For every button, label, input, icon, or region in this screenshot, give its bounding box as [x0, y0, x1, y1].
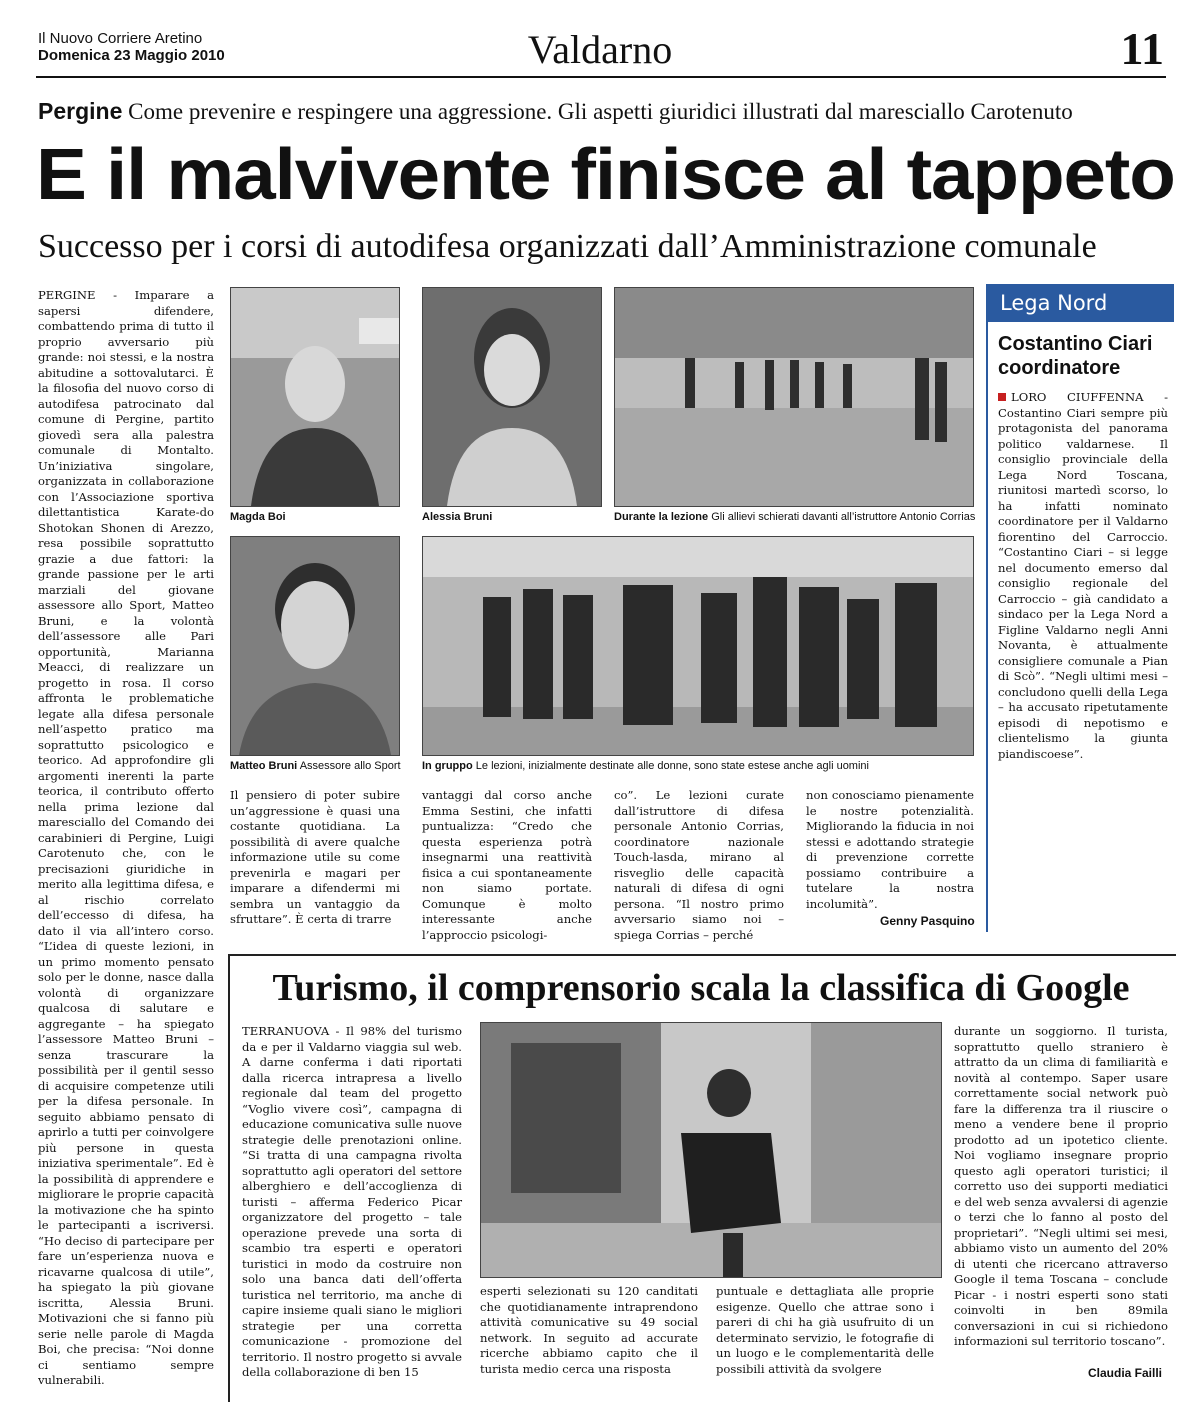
newspaper-name: Il Nuovo Corriere Aretino [38, 30, 203, 47]
caption-matteo-bruni [230, 760, 401, 773]
article-column-1: PERGINE - Imparare a sapersi difendere, combattendo prima di tutto il proprio avversario più grande: noi stessi, e la nostra abitudine a sottovalutarci. È la filosofia del nuovo corso di autodifesa patrocinato dal comune di Pergine, partito giovedì sera alla palestra comunale di Montalto. Un’iniziativa singolare, organizzata in collaborazione con l’Associazione sportiva dilettantistica Karate-do Shotokan Shonen di Arezzo, resa possibile soprattutto grazie a due fattori: la grande passione per le arti marziali del giovane assessore allo Sport, Matteo Bruni, e la volontà dell’assessore alle Pari opportunità, Marianna Meacci, di realizzare un progetto in rosa. Il corso affronta le problematiche legate alla difesa personale nell’aspetto pratico ma soprattutto psicologico e teorico. Ad approfondire gli argomenti inerenti la parte teorica, il contributo offerto nella prima lezione dal maresciallo del Comando dei carabinieri di Pergine, Luigi Carotenuto che, con le precisazioni giuridiche in merito alla legittima difesa, e al rischio correlato dell’eccesso di difesa, ha dato il via all’intero corso. “L’idea di queste lezioni, in un primo momento pensato solo per le donne, nasce dalla volontà di organizzare qualcosa di salutare e aggregante – ha spiegato l’assessore Matteo Bruni – senza trascurare la possibilità per il gentil sesso di acquisire competenze utili per la difesa personale. In seguito abbiamo pensato di aprirlo a tutti per coinvolgere più persone in questa iniziativa sperimentale”. Ed è la possibilità di apprendere e migliorare le proprie capacità la motivazione che ha spinto le partecipanti a iscriversi. “Ho deciso di partecipare per fare un’esperienza nuova e ricavarne qualcosa di utile”, ha spiegato la più giovane iscritta, Alessia Bruni. Motivazioni che si fanno più serie nelle parole di Magda Boi, che precisa: “Noi donne ci sentiamo sempre vulnerabili. [38, 288, 214, 1386]
photo-tourist [480, 1022, 942, 1278]
portrait-image [231, 288, 399, 506]
article2-column-2: esperti selezionati su 120 canditati che quotidianamente intraprendono attività comunicative su 49 social network. In seguito ad accurate ricerche abbiamo capito che il turista medio cerca una risposta [480, 1284, 698, 1376]
article2-column-1: TERRANUOVA - Il 98% del turismo da e per il Valdarno viaggia sul web. A darne conferma i dati riportati dalla ricerca intrapresa a livello regionale dal team del progetto “Voglio vivere così”, campagna di educazione comunicativa sulle nuove strategie delle prenotazioni online. “Si tratta di una campagna rivolta soprattutto agli operatori del settore alberghiero e dell’accoglienza di turisti – afferma Federico Picar organizzatore del progetto – tale operazione prevede una sorta di scambio tra esperti e operatori turistici in modo da costruire non solo una banca dati dell’offerta turistica nel territorio, ma anche di capire insieme quali siano le migliori strategie per una corretta comunicazione - promozione del territorio. Il nostro progetto si avvale della collaborazione di ben 15 [242, 1024, 462, 1379]
caption-magda-boi [230, 511, 286, 524]
article-kicker [38, 98, 1073, 125]
caption-name: Alessia Bruni [422, 511, 493, 523]
caption-name: Magda Boi [230, 511, 286, 523]
masthead-rule [36, 76, 1166, 78]
caption-text: Gli allievi schierati davanti all’istruttore Antonio Corrias [711, 511, 976, 523]
article-author: Genny Pasquino [880, 914, 975, 928]
page-number: 11 [1120, 23, 1164, 74]
portrait-image [423, 288, 601, 506]
group-image [423, 537, 973, 755]
caption-name: In gruppo [422, 760, 473, 772]
photo-alessia-bruni [422, 287, 602, 507]
section-name: Valdarno [527, 27, 673, 72]
caption-alessia-bruni [422, 511, 492, 524]
caption-text: Assessore allo Sport [299, 760, 401, 772]
gym-image [615, 288, 973, 506]
article2-column-4: durante un soggiorno. Il turista, soprattutto quello straniero è attratto da un clima di familiarità e novità al contempo. Saper usare correttamente social network può fare la differenza tra il riuscire o meno a vendere bene il proprio prodotto ad un ipotetico cliente. Noi vogliamo insegnare proprio questo agli operatori turistici; il corretto uso dei supporti mediatici e del web senza avvalersi di agenzie o terzi che lo fanno al posto del proprietari”. “Negli ultimi sei mesi, abbiamo visto un aumento del 20% di utenti che ricercano attraverso Google il tema Toscana – conclude Picar - i nostri esperti sono stati coinvolti in ben 89mila conversazioni in cui si richiedono informazioni sul territorio toscano”. [954, 1024, 1168, 1348]
caption-name: Durante la lezione [614, 511, 709, 523]
sidebar-header: Lega Nord [988, 284, 1174, 322]
article2-headline: Turismo, il comprensorio scala la classifica di Google [272, 967, 1130, 1009]
photo-matteo-bruni [230, 536, 400, 756]
article-column-4: co”. Le lezioni curate dall’istruttore di difesa personale Antonio Corrias, coordinatore nazionale Touch-lasda, mirano al risveglio delle capacità naturali di difesa di ogni persona. “Il nostro primo avversario siamo noi – spiega Corrias – perché [614, 788, 784, 942]
sidebar-box [986, 284, 1174, 932]
kicker-place: Pergine [38, 98, 123, 124]
sidebar-body: LORO CIUFFENNA - Costantino Ciari sempre più protagonista del panorama politico valdarnese. Il consiglio provinciale della Lega Nord Toscana, riunitosi martedì scorso, lo ha infatti nominato coordinatore per il Valdarno fiorentino del Carroccio. “Costantino Ciari – si legge nel documento emerso dal consiglio regionale del Carroccio – già candidato a sindaco per la Lega Nord a Figline Valdarno negli Anni Novanta, è attualmente consigliere comunale a Pian di Scò”. “Negli ultimi mesi – concludono quelli della Lega – ha accusato ripetutamente episodi di nepotismo e clientelismo la giunta piandiscoese”. [998, 390, 1168, 761]
main-headline: E il malvivente finisce al tappeto [36, 135, 1175, 215]
article-column-2: Il pensiero di poter subire un’aggressione è quasi una costante quotidiana. La possibilità di avere qualche informazione utile su come prevenirla e magari per imparare a difendermi mi sembra un vantaggio da sfruttare”. È certa di trarre [230, 788, 400, 926]
issue-date: Domenica 23 Maggio 2010 [38, 47, 225, 64]
article2-column-3: puntuale e dettagliata alle proprie esigenze. Quello che attrae sono i pareri di chi ha già usufruito di un determinato servizio, le fotografie di un luogo e le complementarità delle possibili attività da svolgere [716, 1284, 934, 1376]
photo-magda-boi [230, 287, 400, 507]
photo-group [422, 536, 974, 756]
caption-text: Le lezioni, inizialmente destinate alle donne, sono state estese anche agli uomini [475, 760, 869, 772]
tourist-photographer-image [481, 1023, 941, 1277]
portrait-image [231, 537, 399, 755]
article-column-3: vantaggi dal corso anche Emma Sestini, che infatti puntualizza: “Credo che questa esperienza potrà insegnarmi una reattività fisica a cui spontaneamente non siamo portate. Comunque è molto interessante anche l’approccio psicologi- [422, 788, 592, 942]
main-subhead: Successo per i corsi di autodifesa organizzati dall’Amministrazione comunale [38, 228, 1097, 265]
photo-lesson [614, 287, 974, 507]
sidebar-text [998, 390, 1168, 762]
article2-author: Claudia Failli [1088, 1366, 1163, 1380]
caption-name: Matteo Bruni [230, 760, 298, 772]
caption-group [422, 760, 869, 773]
caption-lesson [614, 511, 975, 524]
kicker-text: Come prevenire e respingere una aggressione. Gli aspetti giuridici illustrati dal maresciallo Carotenuto [128, 99, 1073, 124]
article-column-5: non conosciamo pienamente le nostre potenzialità. Migliorando la fiducia in noi stessi e adottando strategie di prevenzione corrette possiamo contribuire a tutelare la nostra incolumità”. [806, 788, 974, 911]
bullet-square-icon [998, 393, 1006, 401]
sidebar-title: Costantino Ciari coordinatore [998, 333, 1153, 379]
